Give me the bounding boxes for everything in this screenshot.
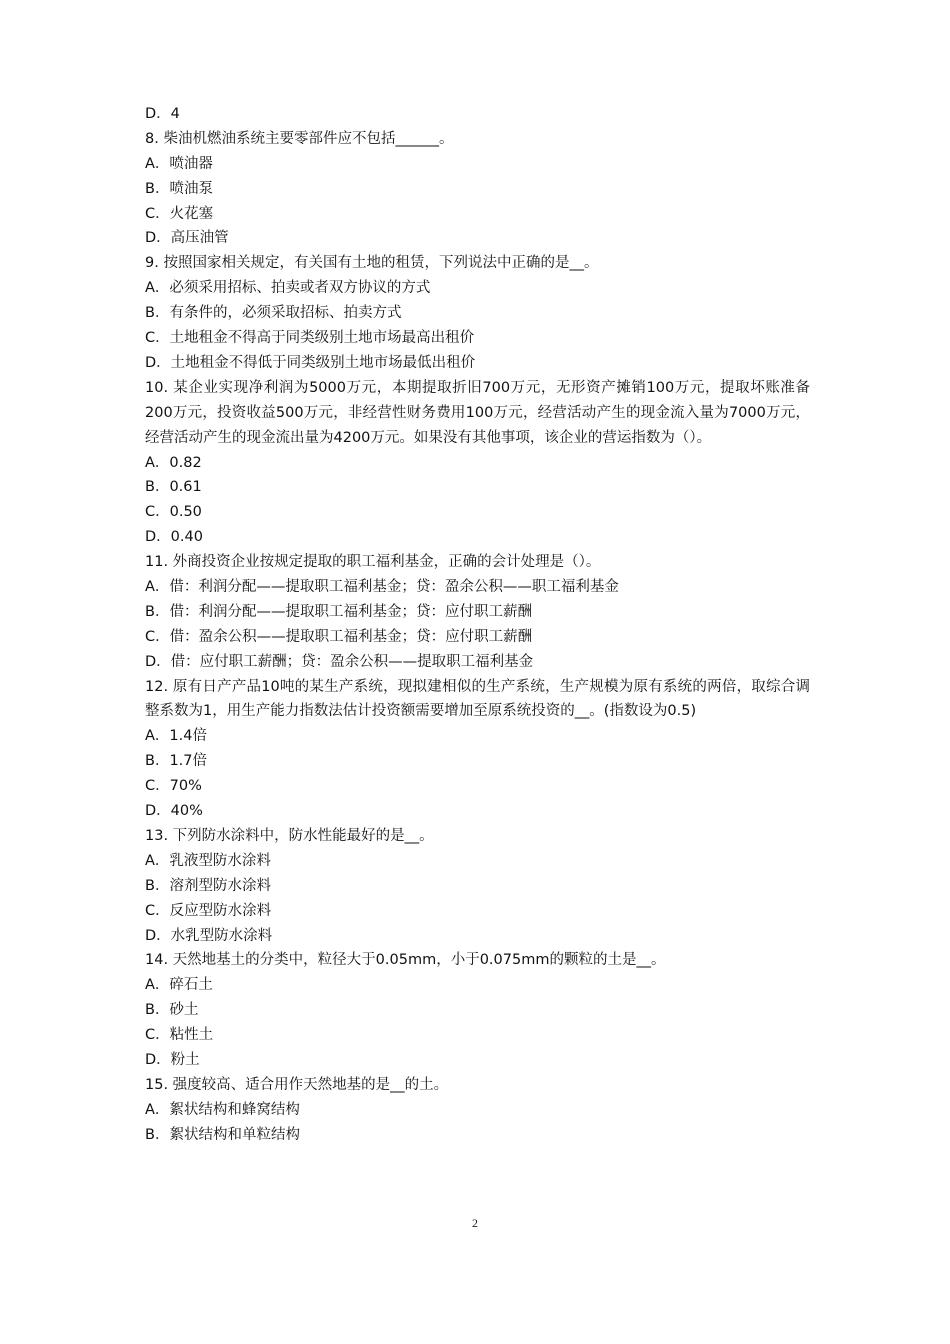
option-d-q10: D．0.40 xyxy=(145,529,203,546)
question-14: 14. 天然地基土的分类中，粒径大于0.05mm，小于0.075mm的颗粒的土是__。 xyxy=(145,952,666,969)
option-a-q13: A．乳液型防水涂料 xyxy=(145,852,271,869)
option-a-q14: A．碎石土 xyxy=(145,977,213,994)
question-15: 15. 强度较高、适合用作天然地基的是__的土。 xyxy=(145,1076,449,1093)
option-d-q11: D．借：应付职工薪酬；贷：盈余公积——提取职工福利基金 xyxy=(145,653,534,670)
option-b-q9: B．有条件的，必须采取招标、拍卖方式 xyxy=(145,305,402,322)
question-10: 10. 某企业实现净利润为5000万元，本期提取折旧700万元，无形资产摊销100万元，提取坏账准备200万元，投资收益500万元，非经营性财务费用100万元，经营活动产生的现金流入量为7000万元，经营活动产生的现金流出量为4200万元。如果没有其他事项，该企业的营运指数为（）。 xyxy=(145,379,810,446)
option-d-q9: D．土地租金不得低于同类级别土地市场最低出租价 xyxy=(145,354,476,371)
option-b-q12: B．1.7倍 xyxy=(145,753,208,770)
question-12: 12. 原有日产产品10吨的某生产系统，现拟建相似的生产系统，生产规模为原有系统的两倍，取综合调整系数为1，用生产能力指数法估计投资额需要增加至原系统投资的__。(指数设为0.5) xyxy=(145,678,810,720)
option-a-q9: A．必须采用招标、拍卖或者双方协议的方式 xyxy=(145,280,431,297)
question-8: 8. 柴油机燃油系统主要零部件应不包括______。 xyxy=(145,130,454,147)
question-11: 11. 外商投资企业按规定提取的职工福利基金，正确的会计处理是（）。 xyxy=(145,554,601,571)
option-d-q12: D．40% xyxy=(145,803,203,820)
option-a-q8: A．喷油器 xyxy=(145,155,213,172)
option-d-q13: D．水乳型防水涂料 xyxy=(145,927,273,944)
option-b-q8: B．喷油泵 xyxy=(145,180,213,197)
page-number: 2 xyxy=(472,1216,478,1230)
option-d-q8: D．高压油管 xyxy=(145,230,229,247)
question-9: 9. 按照国家相关规定，有关国有土地的租赁，下列说法中正确的是__。 xyxy=(145,255,599,272)
question-13: 13. 下列防水涂料中，防水性能最好的是__。 xyxy=(145,827,434,844)
option-b-q15: B．絮状结构和单粒结构 xyxy=(145,1126,300,1143)
option-b-q13: B．溶剂型防水涂料 xyxy=(145,877,271,894)
option-c-q11: C．借：盈余公积——提取职工福利基金；贷：应付职工薪酬 xyxy=(145,628,533,645)
option-b-q10: B．0.61 xyxy=(145,479,202,496)
option-b-q14: B．砂土 xyxy=(145,1002,199,1019)
option-a-q11: A．借：利润分配——提取职工福利基金；贷：盈余公积——职工福利基金 xyxy=(145,579,619,596)
option-a-q12: A．1.4倍 xyxy=(145,728,207,745)
option-d-q7: D．4 xyxy=(145,106,180,122)
option-a-q10: A．0.82 xyxy=(145,454,202,471)
option-d-q14: D．粉土 xyxy=(145,1052,200,1068)
option-c-q12: C．70% xyxy=(145,778,202,795)
option-b-q11: B．借：利润分配——提取职工福利基金；贷：应付职工薪酬 xyxy=(145,603,532,620)
option-c-q14: C．粘性土 xyxy=(145,1027,214,1044)
option-a-q15: A．絮状结构和蜂窝结构 xyxy=(145,1101,300,1118)
option-c-q10: C．0.50 xyxy=(145,504,202,521)
option-c-q8: C．火花塞 xyxy=(145,205,214,222)
option-c-q13: C．反应型防水涂料 xyxy=(145,902,272,919)
option-c-q9: C．土地租金不得高于同类级别土地市场最高出租价 xyxy=(145,330,475,347)
document-body xyxy=(145,102,810,1148)
